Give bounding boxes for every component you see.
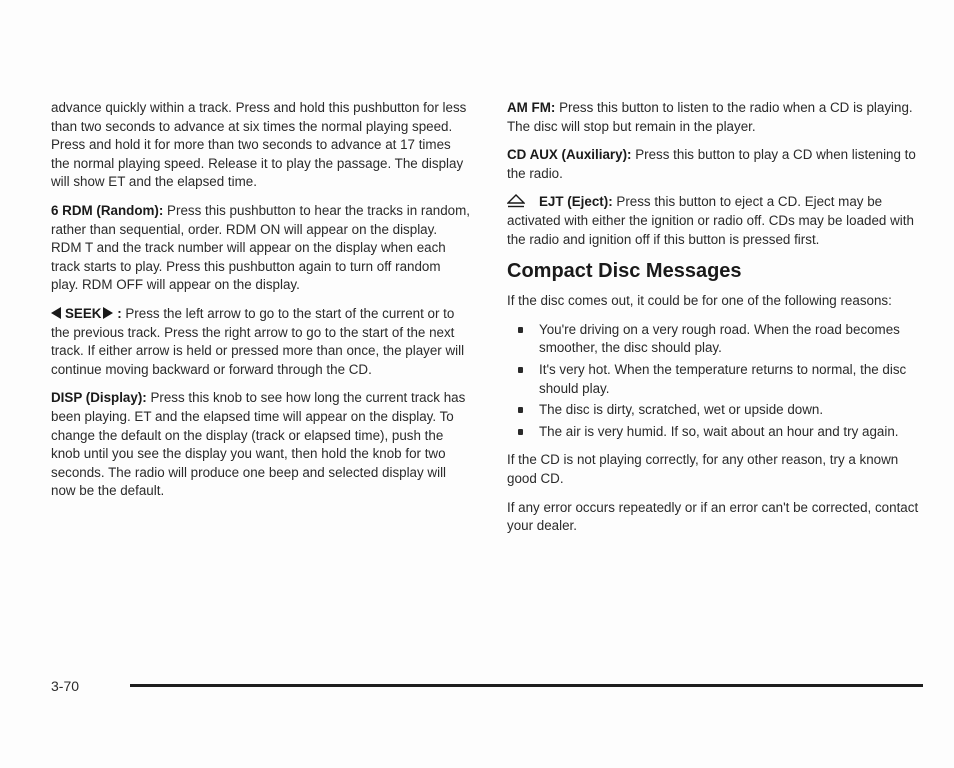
page-number: 3-70 (51, 678, 80, 694)
eject-icon (507, 194, 525, 208)
paragraph-display (51, 389, 471, 501)
paragraph-intro: If the disc comes out, it could be for one of the following reasons: (507, 293, 892, 309)
left-column (51, 99, 471, 511)
list-item: It's very hot. When the temperature returns to normal, the disc should play. (507, 361, 922, 398)
term-cdaux: CD AUX (Auxiliary): (507, 147, 632, 163)
section-heading: Compact Disc Messages (507, 260, 742, 283)
term-ejt: EJT (Eject): (539, 194, 613, 210)
list-item: The air is very humid. If so, wait about an hour and try again. (507, 423, 922, 442)
text-cdaux: Press this button to play a CD when listening to the radio. (507, 147, 916, 181)
list-item: You're driving on a very rough road. When the road becomes smoother, the disc should play. (507, 321, 922, 358)
paragraph-fast-forward: advance quickly within a track. Press and hold this pushbutton for less than two seconds to advance at six times the normal playing speed. Press and hold it for more than two seconds to advance at 17 times the normal playing speed. Release it to play the passage. The display will show ET and the elapsed time. (51, 100, 467, 190)
text-amfm: Press this button to listen to the radio when a CD is playing. The disc will stop but remain in the player. (507, 100, 913, 134)
paragraph-seek (51, 305, 471, 379)
text-disp: Press this knob to see how long the current track has been playing. ET and the elapsed time will appear on the display. To change the default on the display (track or elapsed time), push the knob until you see the display you want, then hold the knob for two seconds. The radio will produce one beep and selected display will now be the default. (51, 390, 466, 499)
bullet-icon (518, 407, 523, 413)
bullet-icon (518, 367, 523, 373)
paragraph-not-playing: If the CD is not playing correctly, for any other reason, try a known good CD. (507, 452, 899, 486)
paragraph-cdaux (507, 146, 922, 183)
paragraph-random (51, 202, 471, 295)
term-amfm: AM FM: (507, 100, 556, 115)
bullet-icon (518, 429, 523, 435)
paragraph-amfm (507, 99, 922, 136)
term-seek: SEEK (65, 305, 102, 321)
text-rdm: Press this pushbutton to hear the tracks in random, rather than sequential, order. RDM ON will appear on the display. RDM T and the track number will appear on the display when each track starts to play. Press this pushbutton again to turn off random play. RDM OFF will appear on the display. (51, 202, 470, 293)
footer-rule (130, 684, 923, 687)
right-triangle-icon (103, 307, 113, 319)
list-item: The disc is dirty, scratched, wet or upside down. (507, 401, 922, 420)
term-seek-colon: : (113, 305, 122, 321)
text-ejt: Press this button to eject a CD. Eject may be activated with either the ignition or radio off. CDs may be loaded with the radio and ignition off if this button is pressed first. (507, 194, 914, 247)
paragraph-error: If any error occurs repeatedly or if an error can't be corrected, contact your dealer. (507, 499, 919, 534)
reasons-list (507, 321, 922, 442)
right-column (507, 99, 922, 546)
paragraph-eject (507, 193, 922, 249)
bullet-icon (518, 327, 523, 333)
text-seek: Press the left arrow to go to the start of the current or to the previous track. Press the right arrow to go to the start of the next track. If either arrow is held or pressed more than once, the player will continue moving backward or forward through the CD. (51, 305, 465, 377)
term-disp: DISP (Display): (51, 390, 147, 406)
left-triangle-icon (51, 307, 61, 319)
term-rdm: 6 RDM (Random): (51, 202, 164, 218)
